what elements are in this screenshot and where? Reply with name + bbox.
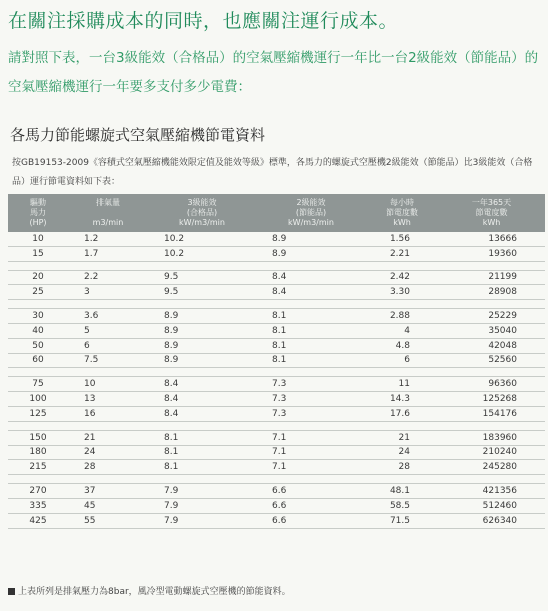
annual-saving-cell: 52560 [438, 353, 545, 368]
grade2-cell: 7.3 [256, 406, 366, 421]
annual-saving-cell: 28908 [438, 285, 545, 300]
table-row [8, 392, 545, 407]
table-row [8, 484, 545, 499]
table-row [8, 232, 545, 246]
hp-cell: 15 [8, 246, 68, 261]
displacement-cell: 5 [68, 323, 148, 338]
annual-saving-cell: 210240 [438, 445, 545, 460]
displacement-cell: 3 [68, 285, 148, 300]
table-body [8, 232, 545, 528]
hourly-saving-cell: 24 [366, 445, 438, 460]
grade3-cell: 8.9 [148, 323, 256, 338]
grade2-cell: 8.1 [256, 353, 366, 368]
header-grade3: 3級能效 (合格品) kW/m3/min [148, 194, 256, 232]
grade2-cell: 8.1 [256, 323, 366, 338]
hourly-saving-cell: 28 [366, 460, 438, 475]
hp-cell: 50 [8, 338, 68, 353]
displacement-cell: 21 [68, 430, 148, 445]
annual-saving-cell: 96360 [438, 377, 545, 392]
annual-saving-cell: 42048 [438, 338, 545, 353]
hp-cell: 100 [8, 392, 68, 407]
grade2-cell: 8.9 [256, 246, 366, 261]
hourly-saving-cell: 1.56 [366, 232, 438, 246]
hourly-saving-cell: 58.5 [366, 498, 438, 513]
annual-saving-cell: 13666 [438, 232, 545, 246]
grade2-cell: 7.1 [256, 445, 366, 460]
annual-saving-cell: 183960 [438, 430, 545, 445]
table-row [8, 460, 545, 475]
hourly-saving-cell: 17.6 [366, 406, 438, 421]
grade3-cell: 7.9 [148, 513, 256, 528]
grade3-cell: 8.9 [148, 338, 256, 353]
annual-saving-cell: 154176 [438, 406, 545, 421]
table-row [8, 285, 545, 300]
grade3-cell: 8.1 [148, 445, 256, 460]
hourly-saving-cell: 4.8 [366, 338, 438, 353]
intro-text: 請對照下表，一台3級能效（合格品）的空氣壓縮機運行一年比一台2級能效（節能品）的空氣壓縮機運行一年要多支付多少電費： [8, 50, 539, 95]
grade2-cell: 6.6 [256, 498, 366, 513]
group-separator [8, 368, 545, 377]
grade2-cell: 7.3 [256, 392, 366, 407]
grade3-cell: 9.5 [148, 285, 256, 300]
displacement-cell: 2.2 [68, 270, 148, 285]
grade3-cell: 8.9 [148, 309, 256, 324]
displacement-cell: 16 [68, 406, 148, 421]
displacement-cell: 37 [68, 484, 148, 499]
hp-cell: 25 [8, 285, 68, 300]
table-row [8, 498, 545, 513]
table-header-row [8, 194, 545, 232]
displacement-cell: 24 [68, 445, 148, 460]
hp-cell: 60 [8, 353, 68, 368]
group-separator [8, 300, 545, 309]
grade2-cell: 8.4 [256, 270, 366, 285]
group-separator [8, 475, 545, 484]
displacement-cell: 55 [68, 513, 148, 528]
hp-cell: 75 [8, 377, 68, 392]
annual-saving-cell: 626340 [438, 513, 545, 528]
annual-saving-cell: 25229 [438, 309, 545, 324]
header-annual-saving: 一年365天 節電度數 kWh [438, 194, 545, 232]
table-row [8, 270, 545, 285]
grade3-cell: 8.1 [148, 460, 256, 475]
grade2-cell: 8.1 [256, 309, 366, 324]
table-description: 按GB19153-2009《容積式空氣壓縮機能效限定值及能效等級》標準，各馬力的螺旋式空壓機2級能效（節能品）比3級能效（合格品）運行節電資料如下表： [12, 158, 533, 187]
hp-cell: 30 [8, 309, 68, 324]
grade2-cell: 6.6 [256, 513, 366, 528]
grade2-cell: 8.4 [256, 285, 366, 300]
table-row [8, 513, 545, 528]
grade3-cell: 8.9 [148, 353, 256, 368]
grade3-cell: 8.4 [148, 392, 256, 407]
grade3-cell: 8.4 [148, 377, 256, 392]
header-displacement: 排氣量 m3/min [68, 194, 148, 232]
annual-saving-cell: 35040 [438, 323, 545, 338]
hourly-saving-cell: 21 [366, 430, 438, 445]
hp-cell: 215 [8, 460, 68, 475]
grade3-cell: 7.9 [148, 484, 256, 499]
hp-cell: 10 [8, 232, 68, 246]
table-row [8, 353, 545, 368]
hourly-saving-cell: 2.42 [366, 270, 438, 285]
annual-saving-cell: 21199 [438, 270, 545, 285]
displacement-cell: 3.6 [68, 309, 148, 324]
hp-cell: 180 [8, 445, 68, 460]
hourly-saving-cell: 14.3 [366, 392, 438, 407]
grade3-cell: 9.5 [148, 270, 256, 285]
grade3-cell: 8.4 [148, 406, 256, 421]
grade3-cell: 10.2 [148, 232, 256, 246]
displacement-cell: 7.5 [68, 353, 148, 368]
hourly-saving-cell: 48.1 [366, 484, 438, 499]
table-row [8, 338, 545, 353]
headline: 在關注採購成本的同時，也應關注運行成本。 [8, 10, 399, 32]
table-row [8, 323, 545, 338]
hp-cell: 150 [8, 430, 68, 445]
hp-cell: 20 [8, 270, 68, 285]
hp-cell: 270 [8, 484, 68, 499]
displacement-cell: 10 [68, 377, 148, 392]
hourly-saving-cell: 11 [366, 377, 438, 392]
grade3-cell: 8.1 [148, 430, 256, 445]
hourly-saving-cell: 71.5 [366, 513, 438, 528]
table-row [8, 445, 545, 460]
annual-saving-cell: 125268 [438, 392, 545, 407]
table-row [8, 309, 545, 324]
displacement-cell: 6 [68, 338, 148, 353]
grade2-cell: 8.1 [256, 338, 366, 353]
square-bullet-icon [8, 588, 15, 595]
annual-saving-cell: 421356 [438, 484, 545, 499]
hourly-saving-cell: 4 [366, 323, 438, 338]
hourly-saving-cell: 3.30 [366, 285, 438, 300]
grade2-cell: 7.1 [256, 430, 366, 445]
grade2-cell: 7.3 [256, 377, 366, 392]
displacement-cell: 1.7 [68, 246, 148, 261]
header-grade2: 2級能效 (節能品) kW/m3/min [256, 194, 366, 232]
table-row [8, 377, 545, 392]
annual-saving-cell: 512460 [438, 498, 545, 513]
annual-saving-cell: 19360 [438, 246, 545, 261]
group-separator [8, 421, 545, 430]
hp-cell: 335 [8, 498, 68, 513]
table-title: 各馬力節能螺旋式空氣壓縮機節電資料 [10, 126, 266, 144]
header-hp: 驅動 馬力 (HP) [8, 194, 68, 232]
annual-saving-cell: 245280 [438, 460, 545, 475]
grade3-cell: 10.2 [148, 246, 256, 261]
table-row [8, 430, 545, 445]
energy-saving-table [8, 194, 545, 529]
hp-cell: 425 [8, 513, 68, 528]
hp-cell: 125 [8, 406, 68, 421]
grade2-cell: 6.6 [256, 484, 366, 499]
footnote [8, 584, 291, 597]
header-hourly-saving: 每小時 節電度數 kWh [366, 194, 438, 232]
displacement-cell: 13 [68, 392, 148, 407]
table-row [8, 406, 545, 421]
group-separator [8, 261, 545, 270]
grade2-cell: 8.9 [256, 232, 366, 246]
hourly-saving-cell: 2.88 [366, 309, 438, 324]
displacement-cell: 1.2 [68, 232, 148, 246]
hourly-saving-cell: 2.21 [366, 246, 438, 261]
footnote-text: 上表所列是排氣壓力為8bar，風冷型電動螺旋式空壓機的節能資料。 [18, 587, 291, 597]
hp-cell: 40 [8, 323, 68, 338]
displacement-cell: 28 [68, 460, 148, 475]
grade3-cell: 7.9 [148, 498, 256, 513]
displacement-cell: 45 [68, 498, 148, 513]
table-row [8, 246, 545, 261]
grade2-cell: 7.1 [256, 460, 366, 475]
hourly-saving-cell: 6 [366, 353, 438, 368]
